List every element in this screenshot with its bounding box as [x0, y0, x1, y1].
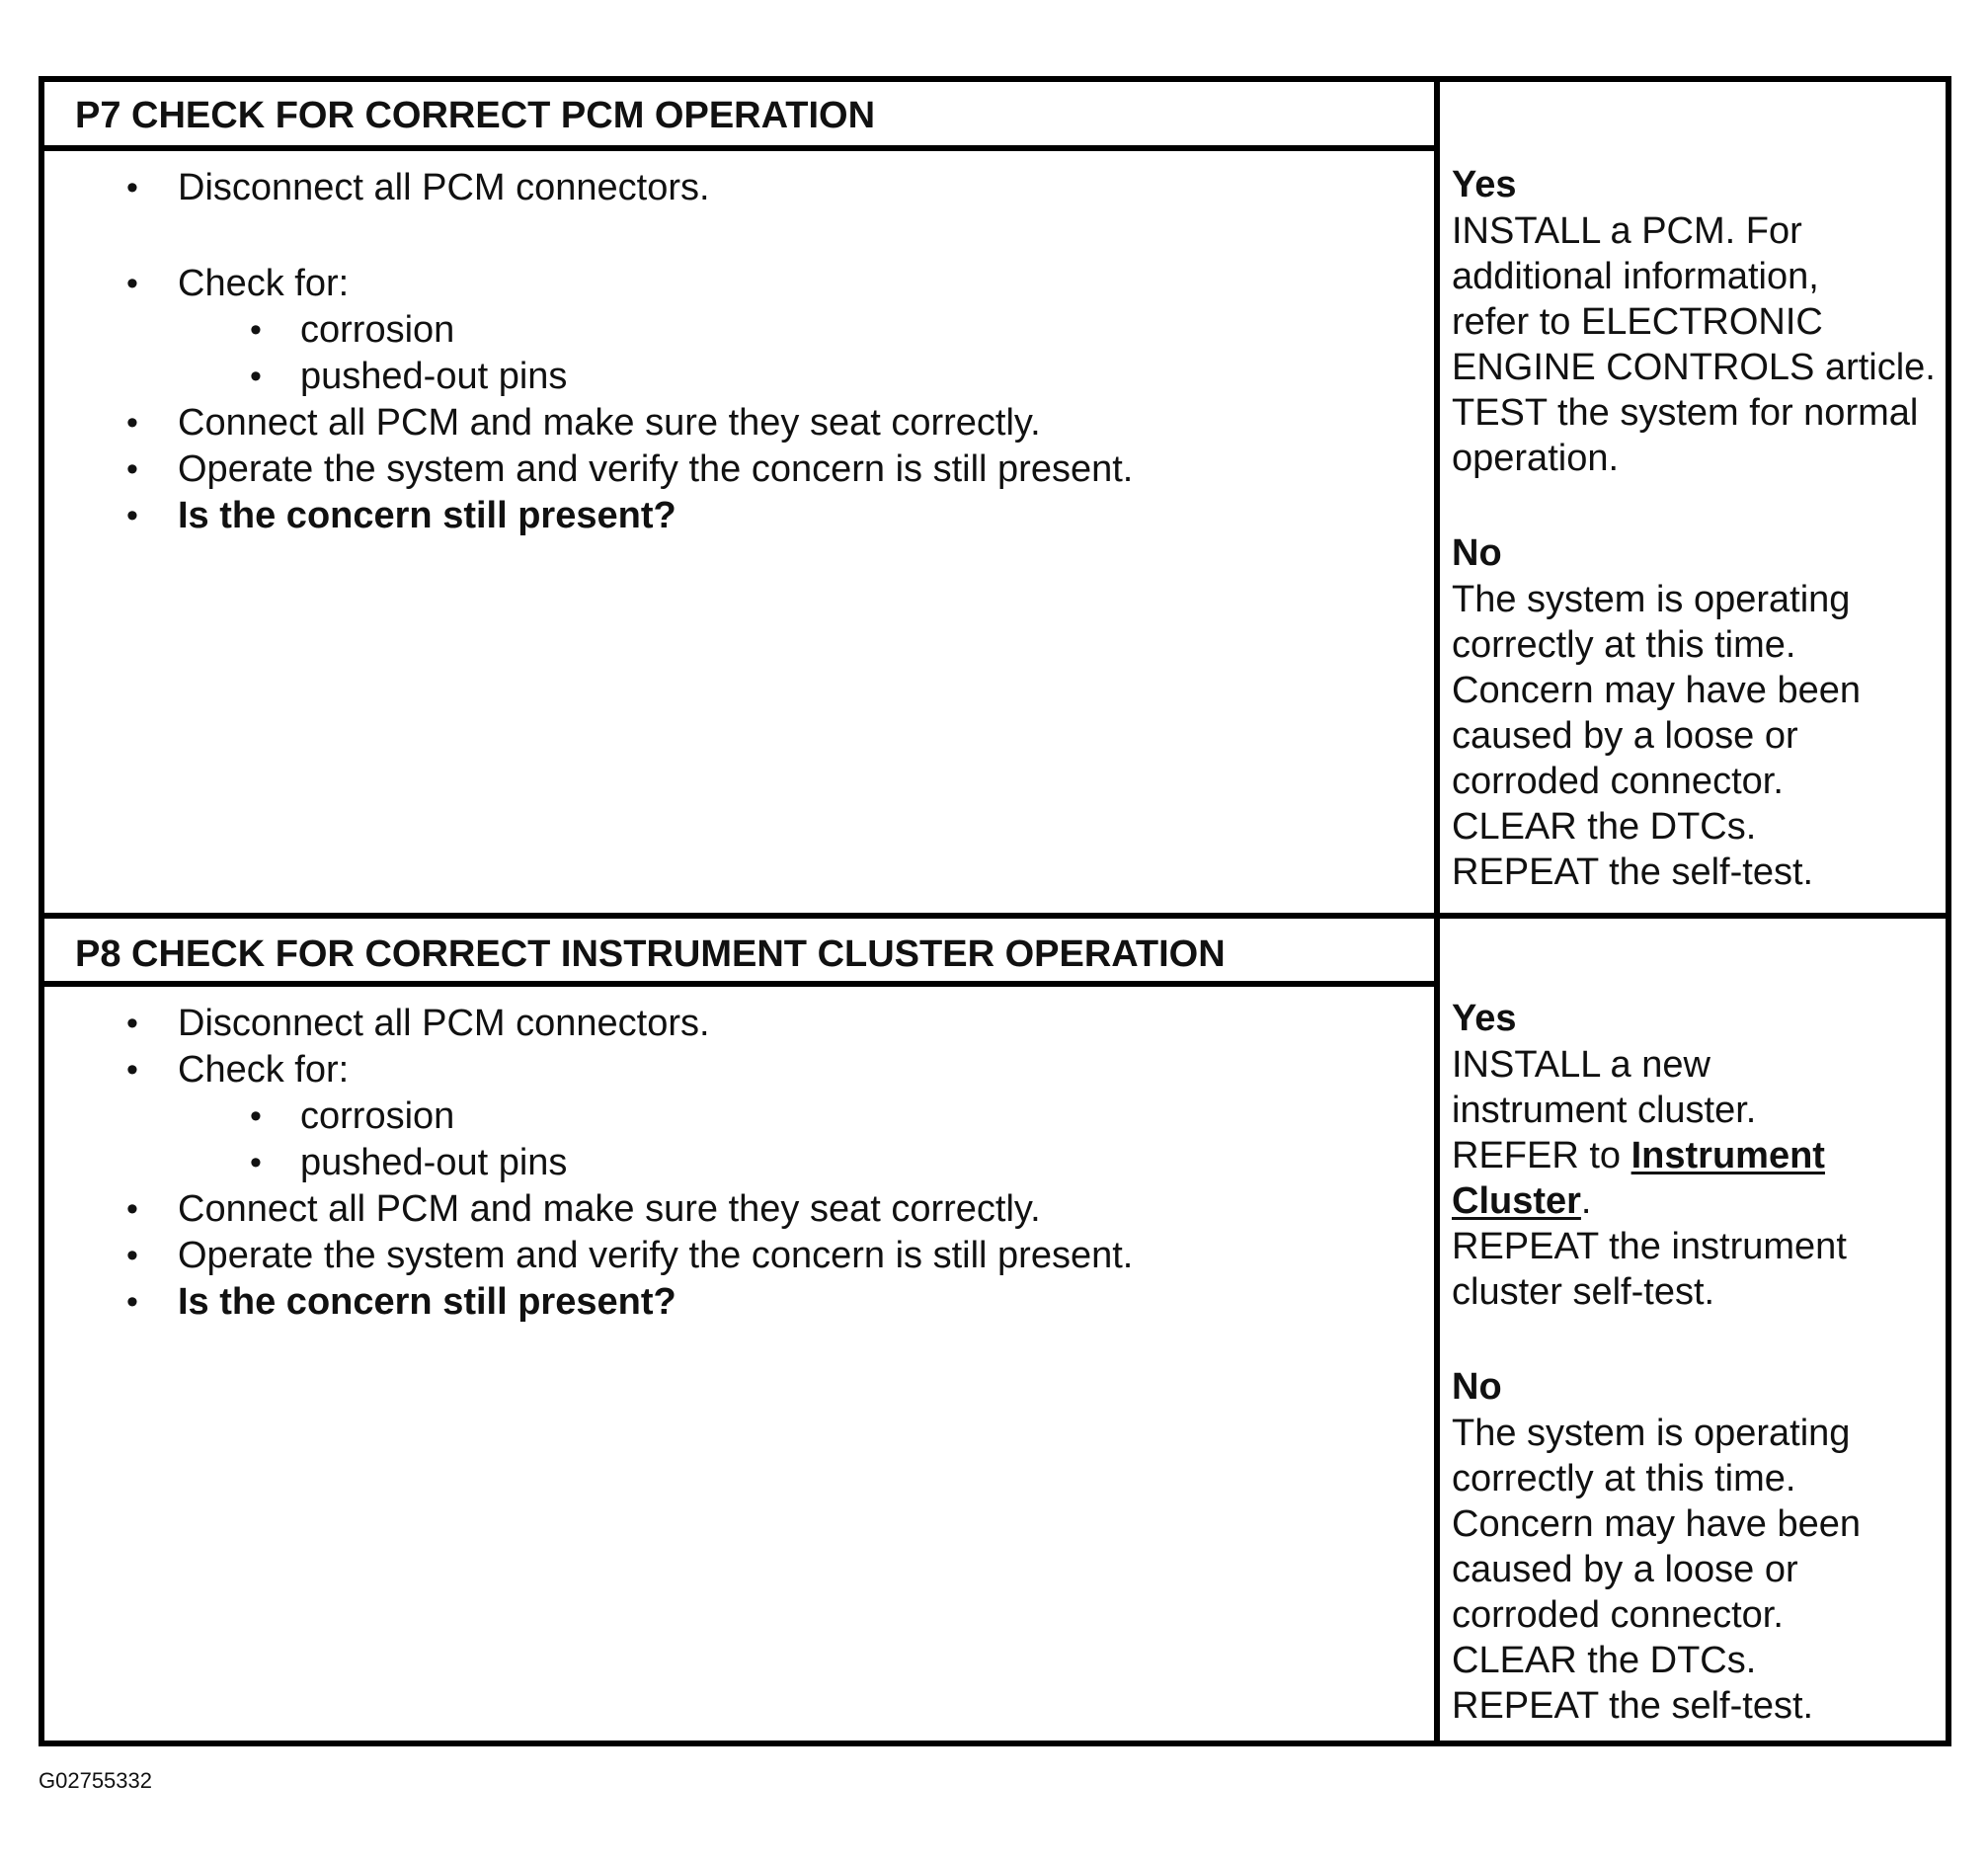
instrument-cluster-link[interactable]: Instrument [1630, 1135, 1825, 1176]
instrument-cluster-link-continued[interactable]: Cluster [1452, 1180, 1581, 1222]
refer-line: REFER to Instrument [1452, 1135, 1825, 1176]
bullet-icon: • [126, 1237, 138, 1274]
bullet-icon: • [250, 358, 262, 395]
no-label: No [1452, 1366, 1502, 1408]
bullet-icon: • [126, 450, 138, 488]
bullet-icon: • [126, 497, 138, 534]
result-panel-p8: Yes INSTALL a new instrument cluster. REFER to Instrument Cluster. REPEAT the instrument cluster self-test. No The system is operating correctly at this time. Concern may have been caused by a loose or corroded connector. CLEAR the DTCs. REPEAT the self-test. [1452, 998, 1862, 1727]
result-panel-p7: Yes INSTALL a PCM. For additional information, refer to ELECTRONIC ENGINE CONTROLS article. TEST the system for normal operation. No The system is operating correctly at this time. Concern may have been caused by a loose or corroded connector. CLEAR the DTCs. REPEAT the self-test. [1452, 164, 1936, 893]
figure-id: G02755332 [39, 1768, 152, 1793]
yes-label: Yes [1452, 998, 1517, 1039]
bullet-icon: • [250, 1144, 262, 1181]
column-divider [1434, 76, 1440, 1746]
bullet-icon: • [250, 1097, 262, 1135]
bullet-icon: • [126, 265, 138, 302]
bullet-icon: • [250, 311, 262, 349]
yes-label: Yes [1452, 164, 1517, 205]
row-divider-p7-title [39, 145, 1440, 151]
bullet-icon: • [126, 1051, 138, 1089]
step-title-p7: P7 CHECK FOR CORRECT PCM OPERATION [75, 95, 876, 136]
step-title-p8: P8 CHECK FOR CORRECT INSTRUMENT CLUSTER OPERATION [75, 933, 1226, 975]
bullet-icon: • [126, 169, 138, 206]
bullet-icon: • [126, 1190, 138, 1228]
bullet-icon: • [126, 1283, 138, 1321]
row-divider-p8-title [39, 981, 1440, 987]
no-label: No [1452, 532, 1502, 574]
bullet-icon: • [126, 404, 138, 442]
bullet-icon: • [126, 1005, 138, 1042]
row-divider-steps [39, 913, 1951, 919]
